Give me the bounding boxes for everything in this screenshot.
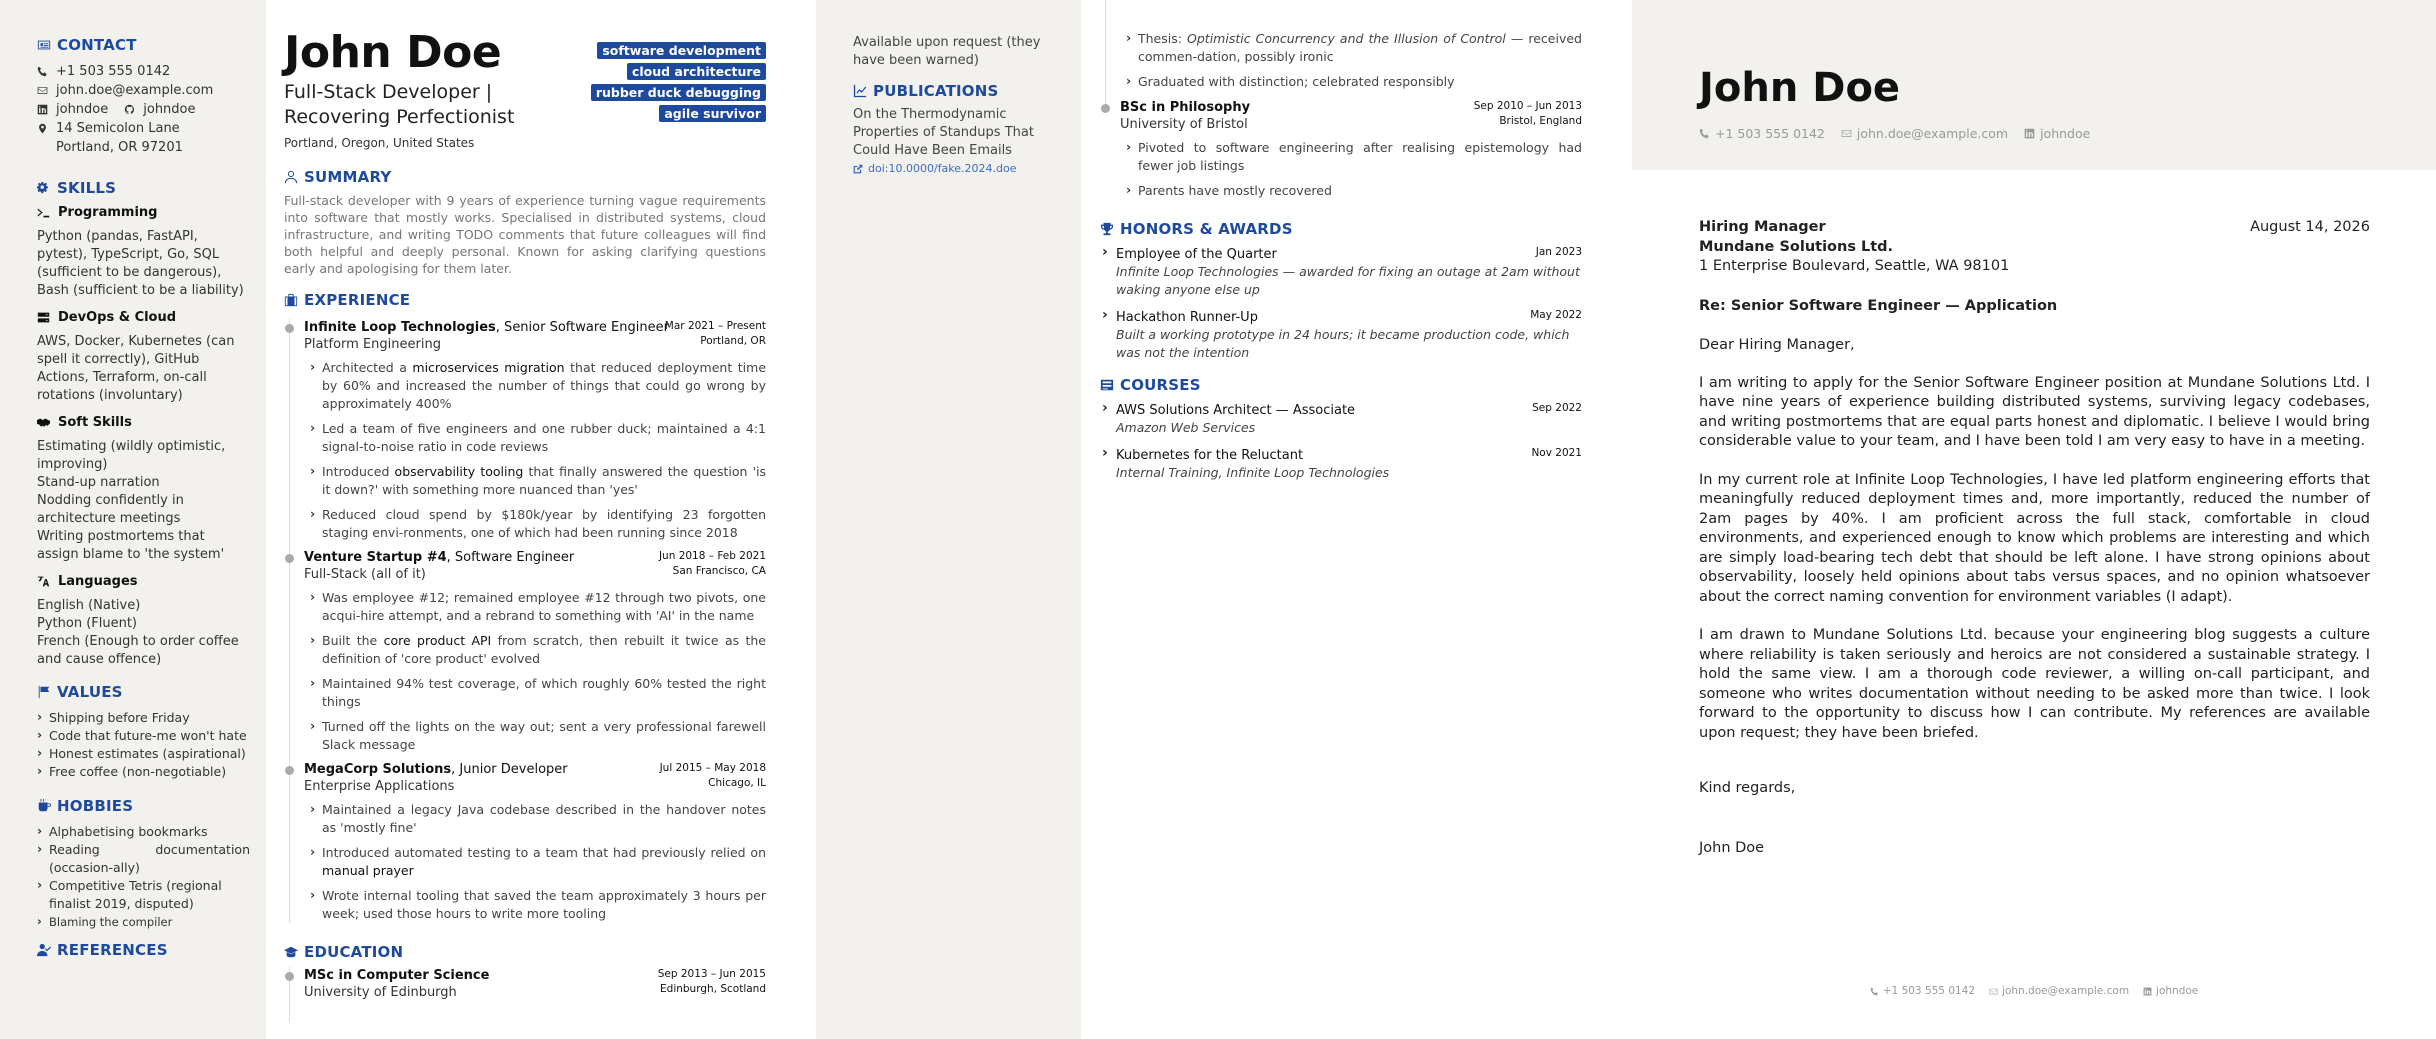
skills-heading: SKILLS	[37, 179, 250, 197]
trophy-icon	[1100, 222, 1114, 236]
education-bullet: › Graduated with distinction; celebrated responsibly	[1120, 73, 1582, 91]
sidebar	[0, 0, 266, 1039]
resume-title: Full-Stack Developer | Recovering Perfectionist	[284, 81, 515, 128]
letter-paragraph: In my current role at Infinite Loop Technologies, I have led platform engineering efforts that meaningfully reduced deployment times and, more importantly, reduced the number of 2am pages by 40%. I am proficient across the full stack, comfortable in cloud environments, and experienced enough to know which problems are interesting and which are simply load-bearing tech debt that should be left alone. I have strong opinions about observability, loosely held opinions about tabs versus spaces, and no opinion whatsoever about the correct naming convention for environment variables (I adapt).	[1699, 471, 2370, 605]
honors-heading: HONORS & AWARDS	[1100, 220, 1582, 238]
letter-footer	[1632, 985, 2436, 997]
job-bullet: › Reduced cloud spend by $180k/year by identifying 23 forgotten staging envi-ronments, one of which had been running since 2018	[304, 506, 766, 542]
summary-text: Full-stack developer with 9 years of experience turning vague requirements into software that mostly works. Specialised in distributed systems, cloud infrastructure, and writing TODO comments that future colleagues will find both helpful and deeply personal. Known for asking clarifying questions early and apologising for them later.	[284, 193, 766, 276]
publication-doi-link[interactable]: doi:10.0000/fake.2024.doe	[853, 162, 1065, 175]
letter-closing: Kind regards,	[1699, 780, 1796, 796]
hobbies-list	[37, 823, 250, 931]
job-bullet: › Led a team of five engineers and one rubber duck; maintained a 4:1 signal-to-noise ratio in code reviews	[304, 420, 766, 456]
education-bullet: › Pivoted to software engineering after realising epistemology had fewer job listings	[1120, 139, 1582, 175]
references-text: Available upon request (they have been warned)	[853, 35, 1041, 68]
flag-icon	[37, 685, 51, 699]
contact-social[interactable]: johndoe johndoe	[37, 100, 250, 119]
cover-letter-page	[1632, 0, 2436, 1039]
linkedin-icon	[37, 104, 48, 115]
chart-line-icon	[853, 84, 867, 98]
resume-location: Portland, Oregon, United States	[284, 136, 475, 150]
job-entry: MegaCorp Solutions, Junior Developer Jul 2015 – May 2018 Chicago, IL Enterprise Applications › Maintained a legacy Java codebase described in the handover notes as 'mostly fine' › Introduced automated testing to a team that had previously relied on manual prayer › Wrote internal tooling that saved the team approximately 3 hours per week; used those hours to write more tooling	[284, 761, 766, 923]
job-bullet: › Built the core product API from scratch, then rebuilt it twice as the definition of 'core product' evolved	[304, 632, 766, 668]
education-bullet: › Thesis: Optimistic Concurrency and the Illusion of Control — received commen-dation, possibly ironic	[1120, 30, 1582, 66]
award-entry: › Employee of the Quarter Jan 2023 Infinite Loop Technologies — awarded for fixing an outage at 2am without waking anyone else up	[1100, 246, 1582, 299]
phone-icon	[1870, 987, 1879, 996]
phone-icon	[1699, 128, 1710, 139]
contact-phone[interactable]: +1 503 555 0142	[37, 62, 250, 81]
footer-email[interactable]: john.doe@example.com	[1989, 985, 2129, 997]
graduation-cap-icon	[284, 945, 298, 959]
job-bullet: › Turned off the lights on the way out; sent a very professional farewell Slack message	[304, 718, 766, 754]
courses-heading: COURSES	[1100, 376, 1582, 394]
github-icon	[124, 104, 135, 115]
publications-heading: PUBLICATIONS	[853, 82, 1065, 100]
linkedin-icon	[2024, 128, 2035, 139]
job-bullet: › Architected a microservices migration that reduced deployment time by 60% and increased the number of things that could go wrong by approximately 400%	[304, 359, 766, 413]
external-link-icon	[853, 164, 863, 174]
contact-address: 14 Semicolon Lane Portland, OR 97201	[37, 119, 250, 157]
job-entry: Infinite Loop Technologies, Senior Software Engineer Mar 2021 – Present Portland, OR Platform Engineering › Architected a microservices migration that reduced deployment time by 60% and increased the number of things that could go wrong by approximately 400% › Led a team of five engineers and one rubber duck; maintained a 4:1 signal-to-noise ratio in code reviews › Introduced observability tooling that finally answered the question 'is it down?' with something more nuanced than 'yes' › Reduced cloud spend by $180k/year by identifying 23 forgotten staging envi-ronments, one of which had been running since 2018	[284, 319, 766, 542]
translate-icon	[37, 575, 50, 588]
footer-phone[interactable]: +1 503 555 0142	[1870, 985, 1975, 997]
job-bullet: › Maintained a legacy Java codebase described in the handover notes as 'mostly fine'	[304, 801, 766, 837]
education-entry: BSc in Philosophy Sep 2010 – Jun 2013 Bristol, England University of Bristol › Pivoted to software engineering after realising epistemology had fewer job listings › Parents have mostly recovered	[1100, 99, 1582, 200]
gears-icon	[37, 181, 51, 195]
education-cont	[1100, 30, 1582, 200]
experience-heading: EXPERIENCE	[284, 291, 766, 309]
skill-group-devops: DevOps & Cloud AWS, Docker, Kubernetes (can spell it correctly), GitHub Actions, Terraform, on-call rotations (involuntary)	[37, 310, 235, 403]
job-bullet: › Introduced automated testing to a team that had previously relied on manual prayer	[304, 844, 766, 880]
mail-icon	[1989, 987, 1998, 996]
skill-group-languages: Languages English (Native) Python (Fluent) French (Enough to order coffee and cause offence)	[37, 574, 239, 667]
letter-greeting: Dear Hiring Manager,	[1699, 337, 1855, 353]
list-item: › Blaming the compiler	[37, 913, 250, 931]
briefcase-icon	[284, 293, 298, 307]
summary-heading: SUMMARY	[284, 168, 766, 186]
letter-phone[interactable]: +1 503 555 0142	[1699, 126, 1825, 141]
mail-icon	[37, 85, 48, 96]
award-entry: › Hackathon Runner-Up May 2022 Built a working prototype in 24 hours; it became production code, which was not the intention	[1100, 309, 1582, 362]
list-item: › Free coffee (non-negotiable)	[37, 763, 250, 781]
tag-badge: agile survivor	[659, 105, 766, 122]
letter-address: 1 Enterprise Boulevard, Seattle, WA 98101	[1699, 258, 2010, 274]
job-entry: Venture Startup #4, Software Engineer Jun 2018 – Feb 2021 San Francisco, CA Full-Stack (all of it) › Was employee #12; remained employee #12 through two pivots, one acqui-hire attempt, and a rebrand to something with 'AI' in the name › Built the core product API from scratch, then rebuilt it twice as the definition of 'core product' evolved › Maintained 94% test coverage, of which roughly 60% tested the right things › Turned off the lights on the way out; sent a very professional farewell Slack message	[284, 549, 766, 754]
letter-header	[1632, 0, 2436, 170]
letter-linkedin[interactable]: johndoe	[2024, 126, 2090, 141]
course-entry: › Kubernetes for the Reluctant Nov 2021 Internal Training, Infinite Loop Technologies	[1100, 447, 1582, 482]
values-list	[37, 709, 250, 781]
map-pin-icon	[37, 123, 48, 134]
values-heading: VALUES	[37, 683, 250, 701]
letter-paragraph: I am drawn to Mundane Solutions Ltd. because your engineering blog suggests a culture where reliability is taken seriously and heroics are not considered a sustainable strategy. I hold the same view. I am a thorough code reviewer, a willing on-call participant, and someone who writes documentation without needing to be asked more than twice. I look forward to the opportunity to discuss how I can contribute. My references are available upon request; they have been briefed.	[1699, 627, 2370, 741]
tag-badges	[591, 42, 766, 126]
letter-email[interactable]: john.doe@example.com	[1841, 126, 2008, 141]
sidebar	[816, 0, 1081, 1039]
education-list	[284, 967, 766, 1002]
resume-main	[284, 28, 766, 1002]
letter-name: John Doe	[1699, 65, 1901, 111]
list-item: › Shipping before Friday	[37, 709, 250, 727]
list-item: › Reading documentation (occasion-ally)	[37, 841, 250, 877]
skill-group-soft: Soft Skills Estimating (wildly optimistic, improving) Stand-up narration Nodding confidently in architecture meetings Writing postmortems that assign blame to 'the system'	[37, 415, 226, 562]
references-heading: REFERENCES	[37, 941, 250, 959]
tag-badge: rubber duck debugging	[591, 84, 766, 101]
tag-badge: cloud architecture	[627, 63, 766, 80]
list-item: › Alphabetising bookmarks	[37, 823, 250, 841]
contact-heading: CONTACT	[37, 36, 250, 54]
job-bullet: › Was employee #12; remained employee #12 through two pivots, one acqui-hire attempt, and a rebrand to something with 'AI' in the name	[304, 589, 766, 625]
terminal-icon	[37, 206, 50, 219]
letter-contact	[1699, 126, 2436, 141]
hobbies-heading: HOBBIES	[37, 797, 250, 815]
resume-page-1	[0, 0, 816, 1039]
course-entry: › AWS Solutions Architect — Associate Sep 2022 Amazon Web Services	[1100, 402, 1582, 437]
letter-paragraph: I am writing to apply for the Senior Software Engineer position at Mundane Solutions Ltd. I have nine years of experience building distributed systems, surviving legacy codebases, and writing postmortems that are equal parts honest and diplomatic. I believe I would bring considerable value to your team, and I have been told I am very easy to have in a meeting.	[1699, 374, 2370, 449]
id-card-icon	[37, 38, 51, 52]
education-entry: MSc in Computer Science Sep 2013 – Jun 2015 Edinburgh, Scotland University of Edinburgh	[284, 967, 766, 1002]
tag-badge: software development	[597, 42, 766, 59]
phone-icon	[37, 66, 48, 77]
letter-signature: John Doe	[1699, 839, 1765, 856]
contact-email[interactable]: john.doe@example.com	[37, 81, 250, 100]
server-icon	[37, 311, 50, 324]
education-bullet: › Parents have mostly recovered	[1120, 182, 1582, 200]
skill-group-programming: Programming Python (pandas, FastAPI, pytest), TypeScript, Go, SQL (sufficient to be dangerous), Bash (sufficient to be a liability)	[37, 205, 244, 298]
layers-icon	[1100, 378, 1114, 392]
experience-list	[284, 319, 766, 923]
linkedin-icon	[2143, 987, 2152, 996]
resume-main-cont	[1100, 30, 1582, 482]
job-bullet: › Wrote internal tooling that saved the team approximately 3 hours per week; used those hours to write more tooling	[304, 887, 766, 923]
job-bullet: › Maintained 94% test coverage, of which roughly 60% tested the right things	[304, 675, 766, 711]
resume-page-2	[816, 0, 1632, 1039]
publication-title: On the Thermodynamic Properties of Standups That Could Have Been Emails	[853, 107, 1034, 158]
letter-company: Mundane Solutions Ltd.	[1699, 238, 1894, 255]
job-bullet: › Introduced observability tooling that finally answered the question 'is it down?' with something more nuanced than 'yes'	[304, 463, 766, 499]
mug-icon	[37, 799, 51, 813]
footer-linkedin[interactable]: johndoe	[2143, 985, 2198, 997]
handshake-icon	[37, 416, 50, 429]
letter-body	[1699, 218, 2370, 858]
list-item: › Code that future-me won't hate	[37, 727, 250, 745]
education-heading: EDUCATION	[284, 943, 766, 961]
list-item: › Competitive Tetris (regional finalist 2019, disputed)	[37, 877, 250, 913]
resume-name: John Doe	[284, 27, 502, 78]
user-check-icon	[37, 943, 51, 957]
letter-recipient: Hiring Manager	[1699, 219, 1826, 235]
list-item: › Honest estimates (aspirational)	[37, 745, 250, 763]
mail-icon	[1841, 128, 1852, 139]
letter-subject: Re: Senior Software Engineer — Application	[1699, 297, 2058, 314]
letter-date: August 14, 2026	[2250, 219, 2370, 235]
user-icon	[284, 170, 298, 184]
